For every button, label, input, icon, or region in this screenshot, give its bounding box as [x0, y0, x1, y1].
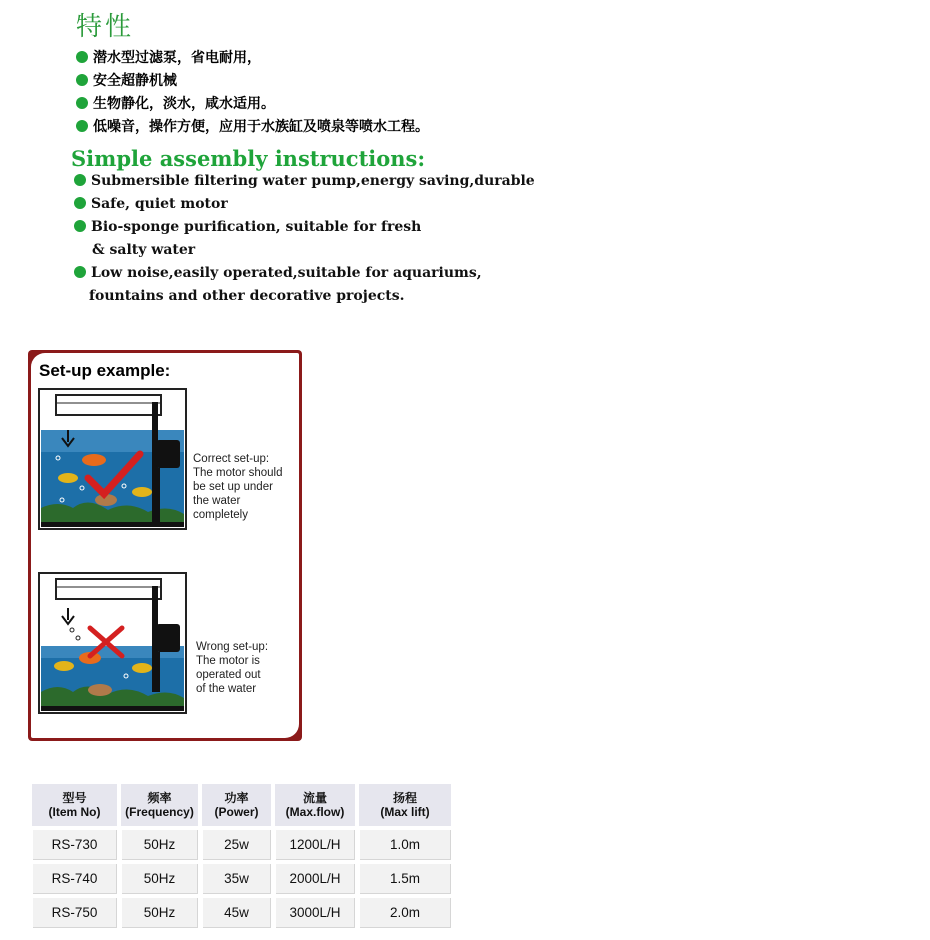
instruction-en-2 [74, 194, 228, 214]
cell-frequency: 50Hz [121, 829, 198, 860]
header-max-lift-en: (Max lift) [380, 805, 430, 819]
instruction-en-2-text: Safe, quiet motor [91, 196, 228, 212]
feature-cn-3 [76, 94, 275, 114]
instruction-en-3 [74, 217, 421, 237]
correct-line-3: be set up under [193, 481, 273, 493]
instruction-en-4 [74, 263, 482, 283]
green-dot-icon [74, 174, 86, 186]
cell-power: 35w [202, 863, 271, 894]
header-max-flow-en: (Max.flow) [285, 805, 345, 819]
feature-cn-4-text: 低噪音，操作方便，应用于水族缸及喷泉等喷水工程。 [93, 119, 429, 135]
cell-max-lift: 2.0m [359, 897, 451, 928]
wrong-setup-note [196, 640, 268, 696]
check-mark-icon [84, 450, 144, 500]
cell-max-flow: 3000L/H [275, 897, 355, 928]
feature-cn-1-text: 潜水型过滤泵，省电耐用， [93, 50, 261, 66]
table-row [32, 897, 451, 928]
green-dot-icon [74, 220, 86, 232]
instruction-en-3-cont: & salty water [92, 242, 196, 258]
header-item-no-cn: 型号 [62, 791, 87, 805]
cell-item-no: RS-750 [32, 897, 117, 928]
header-power-en: (Power) [214, 805, 259, 819]
header-power [202, 784, 271, 826]
header-max-lift-cn: 扬程 [392, 791, 417, 805]
header-power-cn: 功率 [224, 791, 249, 805]
instruction-en-1-text: Submersible filtering water pump,energy saving,durable [91, 173, 535, 189]
wrong-line-4: of the water [196, 683, 257, 695]
cell-power: 45w [202, 897, 271, 928]
green-dot-icon [76, 74, 88, 86]
green-dot-icon [74, 266, 86, 278]
green-dot-icon [76, 97, 88, 109]
correct-line-4: the water [193, 495, 241, 507]
header-item-no-en: (Item No) [48, 805, 101, 819]
instruction-en-3-text: Bio-sponge purification, suitable for fresh [91, 219, 422, 235]
cell-item-no: RS-740 [32, 863, 117, 894]
features-title-cn: 特性 [76, 12, 135, 42]
header-max-lift [359, 784, 451, 826]
correct-line-2: The motor should [193, 467, 283, 479]
wrong-line-1: Wrong set-up: [196, 641, 269, 653]
feature-cn-3-text: 生物静化，淡水，咸水适用。 [93, 96, 275, 112]
cell-max-lift: 1.0m [359, 829, 451, 860]
green-dot-icon [76, 51, 88, 63]
correct-line-1: Correct set-up: [193, 453, 270, 465]
header-frequency-cn: 频率 [147, 791, 172, 805]
cell-max-flow: 1200L/H [275, 829, 355, 860]
wrong-line-2: The motor is [196, 655, 260, 667]
cell-frequency: 50Hz [121, 863, 198, 894]
instruction-en-1 [74, 171, 535, 191]
green-dot-icon [74, 197, 86, 209]
header-frequency [121, 784, 198, 826]
instruction-en-4-cont: fountains and other decorative projects. [89, 288, 405, 304]
cell-max-flow: 2000L/H [275, 863, 355, 894]
correct-setup-note [193, 452, 283, 522]
spec-header-row [32, 784, 451, 826]
spec-table [28, 781, 455, 931]
instruction-en-4-text: Low noise,easily operated,suitable for aquariums, [91, 265, 482, 281]
header-max-flow [275, 784, 355, 826]
cell-item-no: RS-730 [32, 829, 117, 860]
table-row [32, 863, 451, 894]
x-mark-icon [86, 624, 126, 660]
feature-cn-2 [76, 71, 177, 91]
instructions-title-en: Simple assembly instructions: [71, 146, 426, 171]
feature-cn-4 [76, 117, 429, 137]
cell-frequency: 50Hz [121, 897, 198, 928]
green-dot-icon [76, 120, 88, 132]
wrong-line-3: operated out [196, 669, 261, 681]
table-row [32, 829, 451, 860]
header-frequency-en: (Frequency) [125, 805, 194, 819]
header-item-no [32, 784, 117, 826]
feature-cn-1 [76, 48, 261, 68]
header-max-flow-cn: 流量 [302, 791, 327, 805]
feature-cn-2-text: 安全超静机械 [93, 73, 177, 89]
setup-title: Set-up example: [39, 361, 171, 380]
cell-power: 25w [202, 829, 271, 860]
correct-line-5: completely [193, 509, 248, 521]
cell-max-lift: 1.5m [359, 863, 451, 894]
